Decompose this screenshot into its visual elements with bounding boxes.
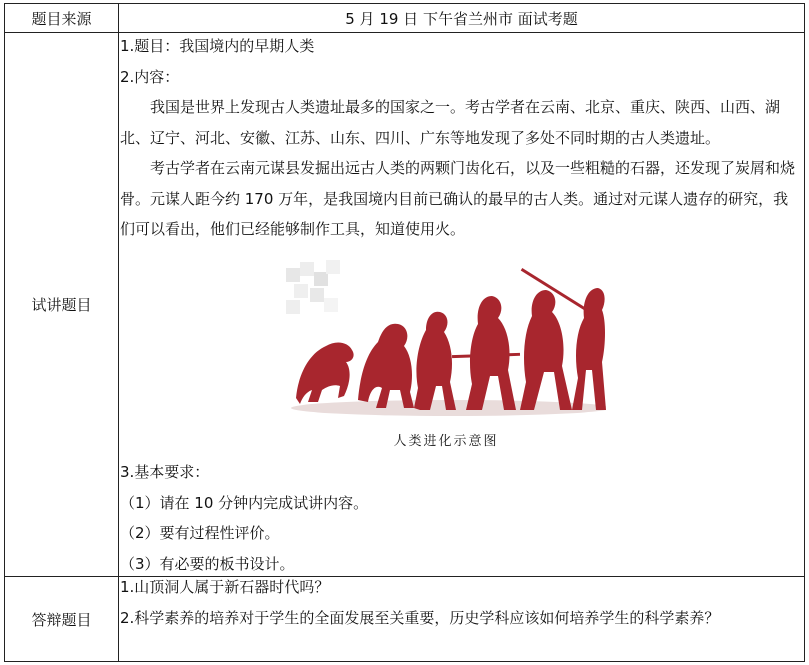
lecture-title: 1.题目：我国境内的早期人类 [120,37,315,55]
defense-questions [120,572,801,633]
evolution-illustration [286,258,606,424]
content-label: 2.内容： [120,67,180,86]
requirement-item: （2）要有过程性评价。 [120,524,280,542]
source-label: 题目来源 [31,9,92,28]
requirements-label: 3.基本要求： [120,463,210,481]
lecture-paragraph-2: 考古学者在云南元谋县发掘出远古人类的两颗门齿化石，以及一些粗糙的石器，还发现了炭屑和烧骨。元谋人距今约 170 万年，是我国境内目前已确认的最早的古人类。通过对元谋人遗存的研究，我们可以看出，他们已经能够制作工具，知道使用火。 [120,159,796,238]
column-divider [118,4,119,661]
defense-label: 答辩题目 [31,610,92,629]
requirement-item: （3）有必要的板书设计。 [120,554,295,573]
lecture-label: 试讲题目 [31,296,92,314]
lecture-paragraph-1: 我国是世界上发现古人类遗址最多的国家之一。考古学者在云南、北京、重庆、陕西、山西、湖北、辽宁、河北、安徽、江苏、山东、四川、广东等地发现了多处不同时期的古人类遗址。 [120,98,781,147]
evolution-figure-svg [286,258,606,424]
figure-caption: 人类进化示意图 [393,434,499,449]
requirements-block [120,457,801,579]
requirement-item: （1）请在 10 分钟内完成试讲内容。 [120,493,369,512]
defense-question-2: 2.科学素养的培养对于学生的全面发展至关重要，历史学科应该如何培养学生的科学素养？ [120,608,720,627]
source-value: 5 月 19 日 下午省兰州市 面试考题 [345,9,578,28]
defense-question-1: 1.山顶洞人属于新石器时代吗？ [120,578,330,596]
lecture-content [120,31,801,245]
